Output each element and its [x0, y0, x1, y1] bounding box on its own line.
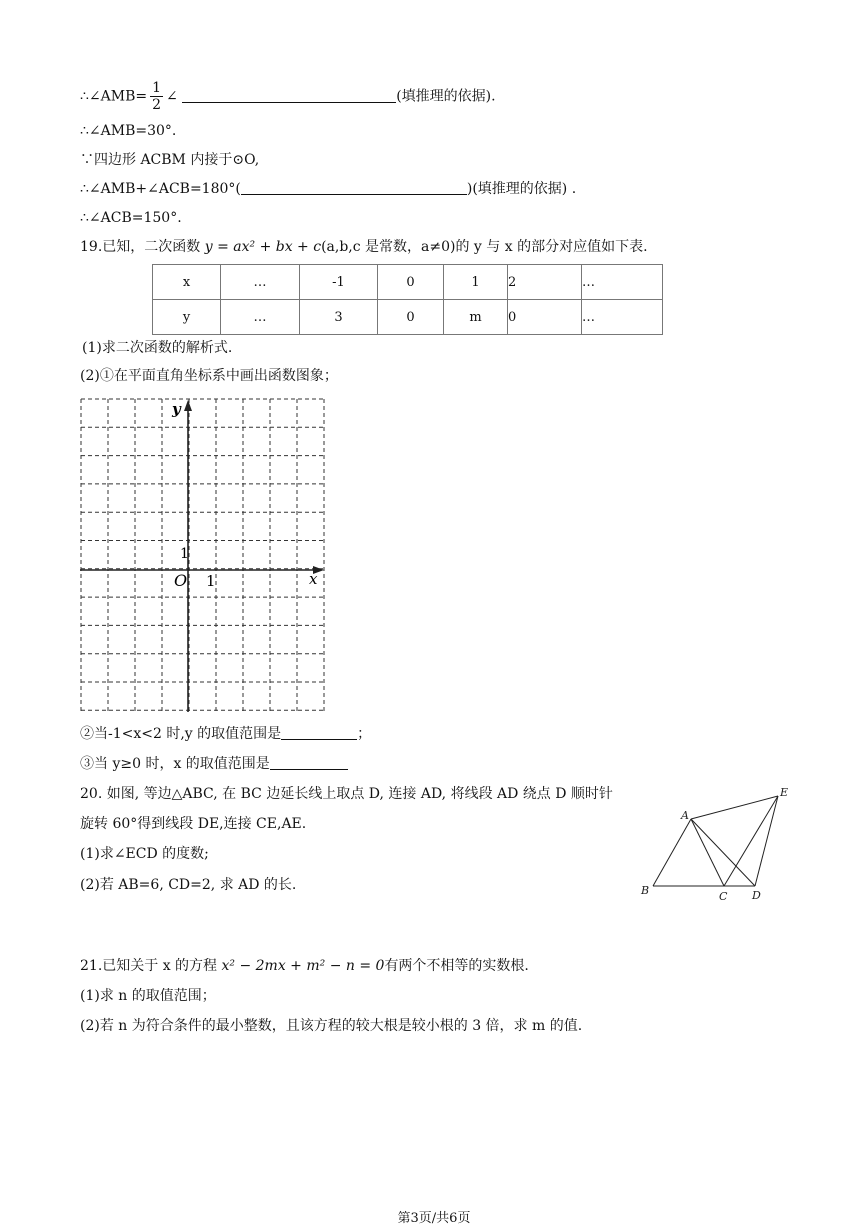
point-label-b: B — [641, 884, 650, 897]
angle-symbol: ∠ — [166, 88, 178, 105]
q21-intro-text-2: 有两个不相等的实数根. — [384, 958, 529, 974]
table-cell: 0 — [378, 300, 444, 335]
proof-line-amb-half — [80, 80, 496, 113]
q21-intro — [80, 957, 529, 975]
table-cell: 0 — [378, 265, 444, 300]
q21-part2: (2)若 n 为符合条件的最小整数，且该方程的较大根是较小根的 3 倍，求 m 的值. — [80, 1018, 583, 1034]
q19-intro — [80, 238, 648, 256]
coordinate-grid[interactable] — [80, 398, 332, 716]
fraction-denominator: 2 — [152, 97, 162, 113]
segment-de — [755, 796, 778, 886]
q19-part2-2-text: ②当-1<x<2 时,y 的取值范围是 — [80, 726, 282, 742]
answer-blank[interactable] — [241, 180, 467, 195]
y-axis-arrow-icon — [184, 400, 192, 411]
segment-ac — [691, 819, 724, 886]
x-unit-label: 1 — [206, 572, 216, 590]
table-cell: y — [153, 300, 221, 335]
q19-part2-2-end: ； — [357, 726, 372, 742]
q19-part1: (1)求二次函数的解析式. — [82, 340, 233, 356]
table-row — [153, 300, 663, 335]
q20-figure-svg — [637, 786, 797, 906]
q19-formula: y = ax² + bx + c — [204, 239, 322, 255]
table-cell: 2 — [508, 265, 582, 300]
q21-part1: (1)求 n 的取值范围； — [80, 988, 216, 1004]
q20-part2: (2)若 AB=6, CD=2, 求 AD 的长. — [80, 877, 297, 893]
segment-ce — [724, 796, 778, 886]
proof-line-amb-30: ∴∠AMB=30°. — [80, 123, 177, 139]
proof-text: ∴∠AMB= — [80, 88, 148, 105]
table-cell: 1 — [444, 265, 508, 300]
coordinate-grid-svg — [80, 398, 332, 712]
q20-figure — [637, 786, 797, 910]
q20-part1: (1)求∠ECD 的度数; — [80, 846, 209, 862]
point-label-d: D — [752, 889, 761, 902]
point-label-c: C — [719, 890, 728, 903]
proof-text: ∴∠AMB+∠ACB=180°( — [80, 181, 241, 197]
table-cell: 3 — [300, 300, 378, 335]
table-row — [153, 265, 663, 300]
q21-intro-text: 21.已知关于 x 的方程 — [80, 958, 222, 974]
q21-formula: x² − 2mx + m² − n = 0 — [221, 958, 385, 974]
table-cell: … — [582, 265, 663, 300]
q20-intro-line1: 20. 如图, 等边△ABC, 在 BC 边延长线上取点 D, 连接 AD, 将线段 AD 绕点 D 顺时针 — [80, 786, 613, 802]
segment-ad — [691, 819, 755, 886]
point-label-e: E — [780, 786, 789, 799]
segment-ab — [653, 819, 691, 886]
y-axis-label: y — [172, 400, 181, 418]
y-unit-label: 1 — [180, 546, 189, 562]
fraction-one-half — [150, 80, 163, 113]
table-cell: … — [221, 300, 300, 335]
q19-part2-2 — [80, 725, 371, 743]
q19-part2-3-text: ③当 y≥0 时，x 的取值范围是 — [80, 756, 270, 772]
segment-ae — [691, 796, 778, 819]
table-cell: … — [582, 300, 663, 335]
table-cell: … — [221, 265, 300, 300]
table-cell: m — [444, 300, 508, 335]
page-footer: 第3页/共6页 — [397, 1211, 471, 1226]
q19-intro-text-2: (a,b,c 是常数，a≠0)的 y 与 x 的部分对应值如下表. — [321, 239, 648, 255]
q19-part2: (2)①在平面直角坐标系中画出函数图象； — [80, 368, 338, 384]
proof-line-sum — [80, 180, 576, 198]
answer-blank[interactable] — [182, 88, 396, 103]
x-axis-label: x — [309, 570, 318, 588]
table-cell: x — [153, 265, 221, 300]
answer-blank[interactable] — [281, 725, 357, 740]
q19-part2-3 — [80, 755, 348, 773]
fraction-numerator: 1 — [152, 80, 162, 96]
point-label-a: A — [681, 809, 689, 822]
table-cell: -1 — [300, 265, 378, 300]
origin-label: O — [174, 571, 188, 590]
q19-intro-text: 19.已知，二次函数 — [80, 239, 205, 255]
table-cell: 0 — [508, 300, 582, 335]
proof-hint: )(填推理的依据) . — [466, 181, 577, 197]
value-table — [152, 264, 663, 335]
q20-intro-line2: 旋转 60°得到线段 DE,连接 CE,AE. — [80, 816, 307, 832]
proof-hint: (填推理的依据). — [396, 88, 496, 105]
proof-line-acb-150: ∴∠ACB=150°. — [80, 210, 182, 226]
answer-blank[interactable] — [270, 755, 348, 770]
proof-line-inscribed: ∵四边形 ACBM 内接于⊙O, — [80, 152, 260, 168]
